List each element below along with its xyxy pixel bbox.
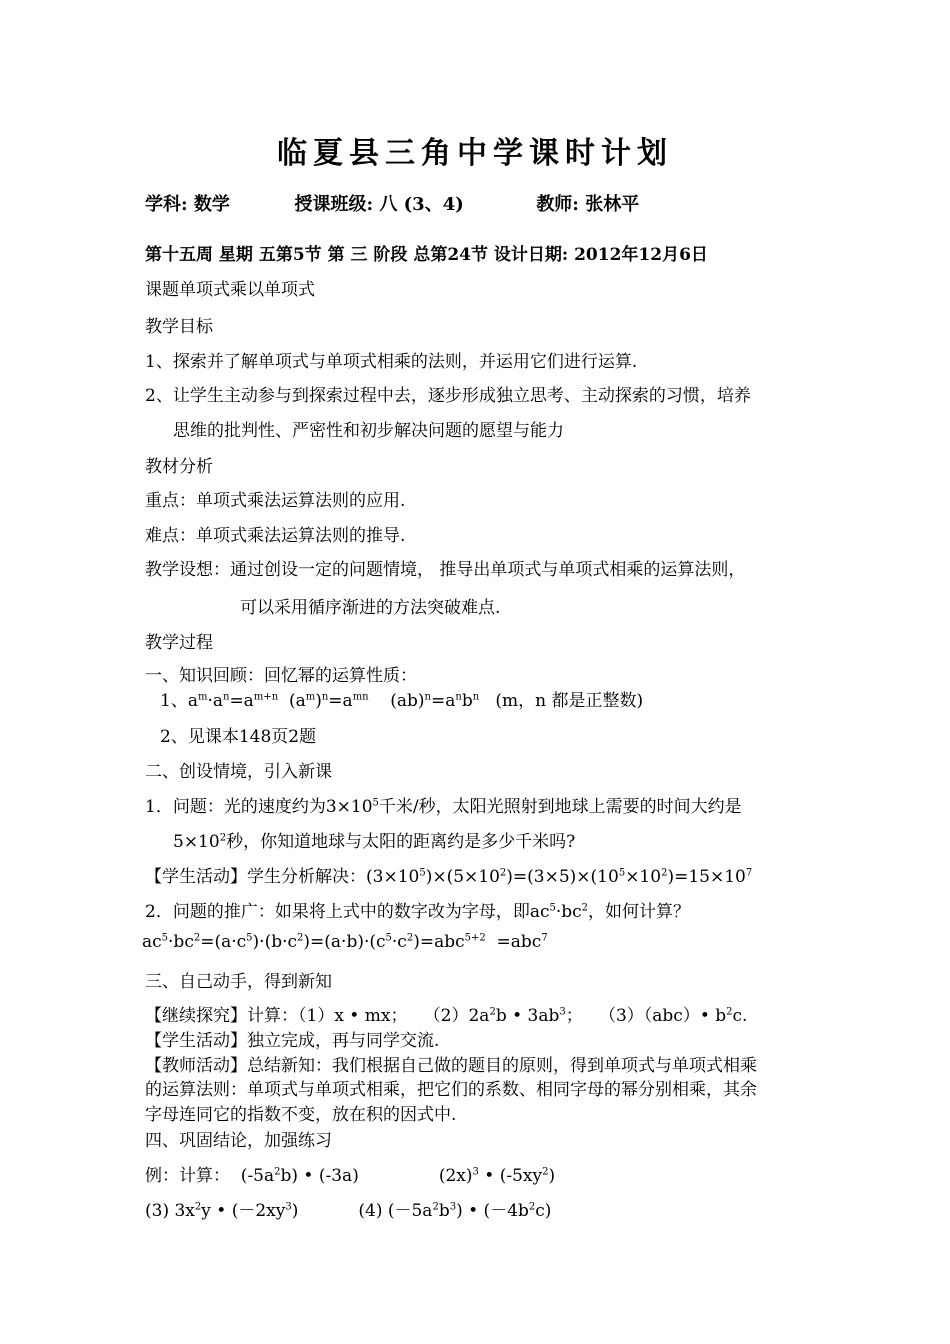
design-line-2: 可以采用循序渐进的方法突破难点.	[240, 598, 501, 618]
scenario-heading: 二、创设情境，引入新课	[145, 762, 332, 782]
problem-label: 1．问题：光的速度约为3×10	[145, 797, 373, 817]
generalize-b: ，如何计算？	[588, 902, 691, 922]
teacher-label: 教师: 张林平	[536, 194, 640, 215]
class-label: 授课班级: 八 (3、4)	[294, 194, 464, 215]
practice-heading: 四、巩固结论，加强练习	[145, 1131, 332, 1151]
review-formula-line: 1、$a^m\cdot a^n=a^{m+n}$ $(a^m)^n=a^{mn}$ $(ab)^n=a^nb^n$ (m，n 都是正整数)	[160, 691, 644, 711]
goal-1: 1、探索并了解单项式与单项式相乘的法则，并运用它们进行运算.	[145, 352, 638, 372]
example-line-2: (3) $3x^2y$ • $(-2xy^3)$ (4) $(-5a^2b^3)$ • $(-4b^2c)$	[145, 1201, 552, 1221]
schedule-line: 第十五周 星期 五第5节 第 三 阶段 总第24节 设计日期: 2012年12月6日	[145, 245, 708, 265]
subject-label: 学科: 数学	[145, 194, 230, 215]
generalize-derivation: $ac^5\cdot bc^2=(a\cdot c^5)\cdot(b\cdot c^2)=(a\cdot b)\cdot(c^5\cdot c^2)=abc^{5+2} =abc^7$	[142, 932, 548, 952]
example-label: 例：计算：	[145, 1166, 230, 1186]
teacher-activity-line-3: 字母连同它的指数不变，放在积的因式中.	[145, 1105, 457, 1125]
explore-label: 【继续探究】计算：	[145, 1006, 298, 1026]
header-info-row	[145, 190, 639, 216]
explore-line: 【继续探究】计算：（1）x • mx； $(2)2a^2b$ • $3ab^3$； （3）（abc）• $b^2c$.	[145, 1006, 748, 1026]
generalize-a: 2．问题的推广：如果将上式中的数字改为字母，即ac	[145, 902, 550, 922]
goal-2-line-2: 思维的批判性、严密性和初步解决问题的愿望与能力	[173, 421, 564, 441]
teacher-activity-line-2: 的运算法则：单项式与单项式相乘，把它们的系数、相同字母的幂分别相乘，其余	[145, 1080, 757, 1100]
goals-heading: 教学目标	[145, 317, 213, 337]
student-activity-line: 【学生活动】独立完成，再与同学交流.	[145, 1031, 440, 1051]
problem-line-2: $5\times 10^2$秒，你知道地球与太阳的距离约是多少千米吗?	[173, 832, 576, 852]
difficulty: 难点：单项式乘法运算法则的推导.	[145, 526, 406, 546]
goal-2-line-1: 2、让学生主动参与到探索过程中去，逐步形成独立思考、主动探索的习惯，培养	[145, 386, 751, 406]
problem-2a: 5×10	[173, 832, 220, 852]
generalize-line: 2．问题的推广：如果将上式中的数字改为字母，即$ac^5\cdot bc^2$，如何计算？	[145, 902, 691, 922]
analysis-heading: 教材分析	[145, 457, 213, 477]
process-heading: 教学过程	[145, 633, 213, 653]
page-title: 临夏县三角中学课时计划	[277, 136, 673, 171]
student-analysis-line: 【学生活动】学生分析解决：$(3\times 10^5)\times(5\times 10^2)=(3\times 5)\times(10^5\times 10^2)=15\times 10^7$	[145, 867, 753, 887]
teacher-activity-line-1: 【教师活动】总结新知：我们根据自己做的题目的原则，得到单项式与单项式相乘	[145, 1056, 757, 1076]
new-heading: 三、自己动手，得到新知	[145, 972, 332, 992]
review-item-2: 2、见课本148页2题	[160, 727, 317, 747]
key-point: 重点：单项式乘法运算法则的应用.	[145, 491, 406, 511]
problem-rest: 千米/秒，太阳光照射到地球上需要的时间大约是	[378, 797, 742, 817]
problem-line-1: 1．问题：光的速度约为$3\times 10^5$千米/秒，太阳光照射到地球上需要的时间大约是	[145, 797, 742, 817]
topic-line: 课题单项式乘以单项式	[145, 280, 315, 300]
activity-label: 【学生活动】学生分析解决：	[145, 867, 366, 887]
design-line-1: 教学设想：通过创设一定的问题情境， 推导出单项式与单项式相乘的运算法则，	[145, 560, 746, 580]
problem-2b: 秒，你知道地球与太阳的距离约是多少千米吗?	[226, 832, 576, 852]
review-heading: 一、知识回顾：回忆幂的运算性质：	[145, 666, 417, 686]
example-line-1: 例：计算： $(-5a^2b)$ • (-3a) $(2x)^3$ • $(-5xy^2)$	[145, 1166, 556, 1186]
